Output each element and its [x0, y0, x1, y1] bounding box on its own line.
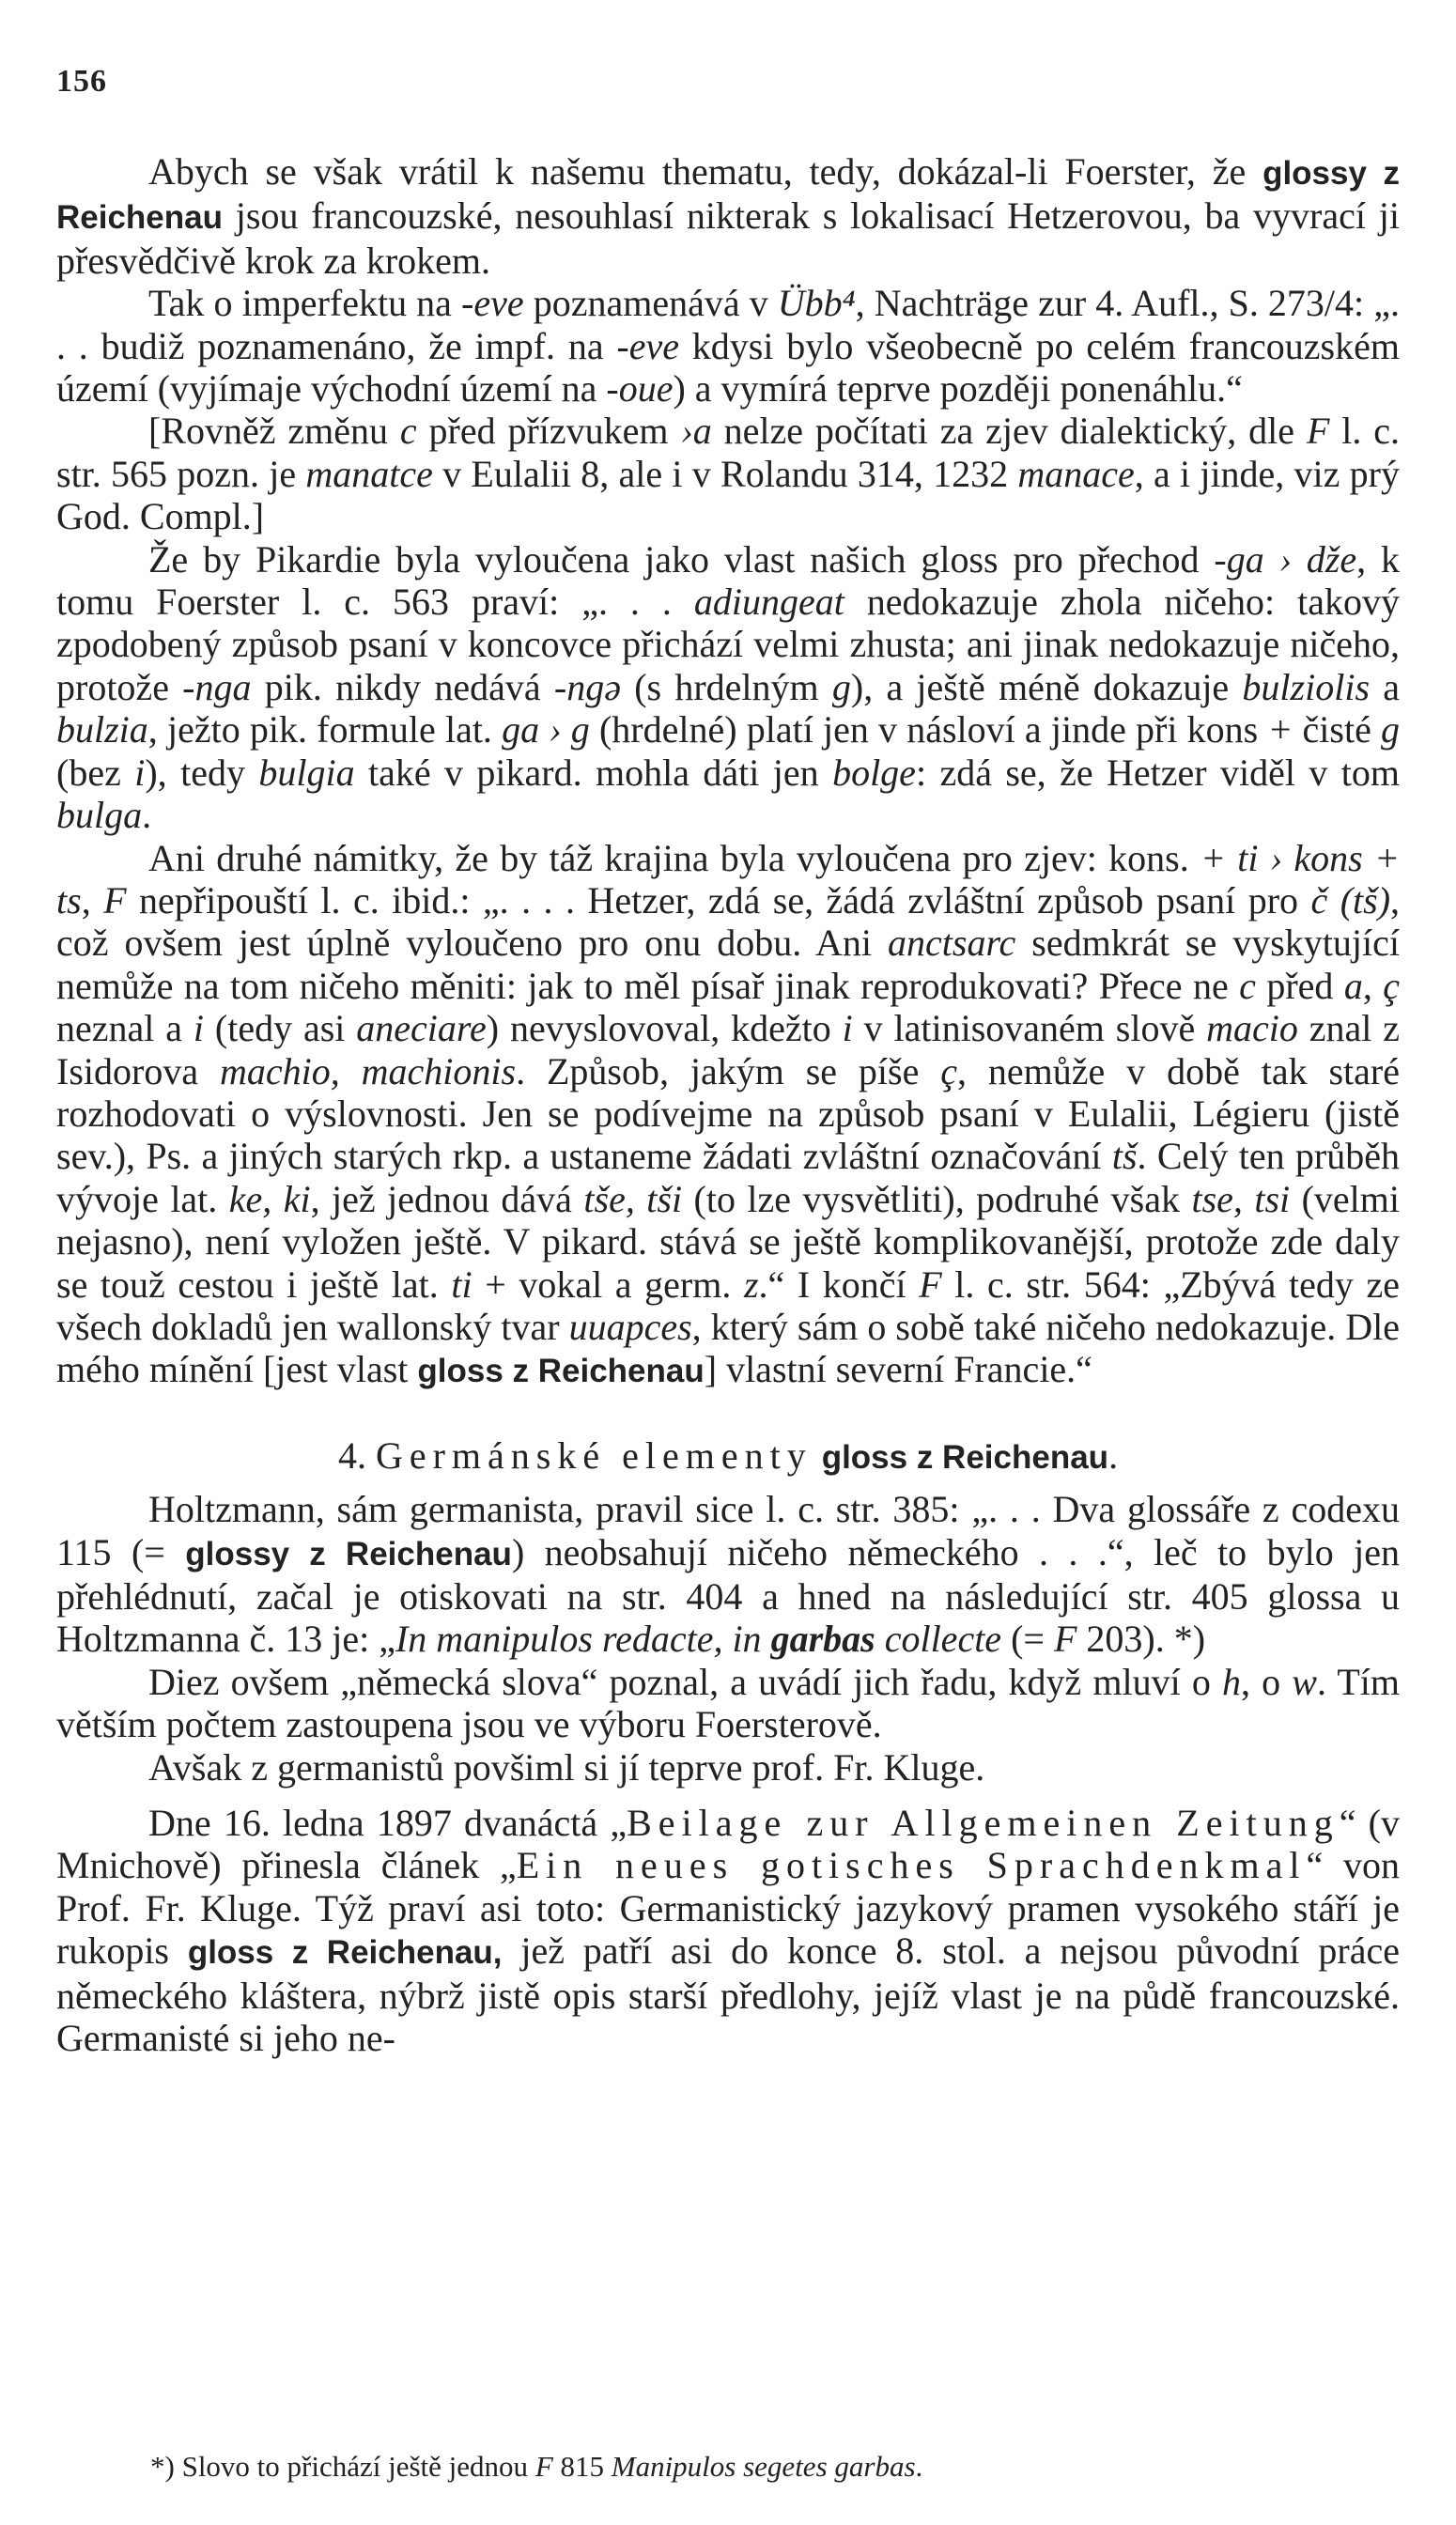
gloss-title: gloss z Reichenau	[417, 1353, 705, 1390]
text-run: (hrdelné) platí jen v násloví a jinde při kons	[589, 708, 1268, 751]
italic-term: -eve	[616, 324, 679, 367]
text-run: Abych se však vrátil k našemu thematu, tedy, dokázal-li Foerster, že	[148, 150, 1263, 193]
gloss-title: glossy z Reichenau	[56, 155, 1400, 237]
text-run: ] vlastní severní Francie.“	[704, 1348, 1092, 1391]
text-run: , a i jinde, viz prý God. Compl.]	[56, 452, 1400, 538]
text-run: v latinisovaném slově	[852, 1007, 1207, 1050]
italic-term: a	[1343, 964, 1363, 1007]
italic-term: ›a	[680, 410, 712, 453]
italic-term: collecte	[875, 1618, 1002, 1661]
text-run: nedokazuje zhola ničeho: takový zpodobený způsob psaní v koncovce přichází velmi zhusta; ani jinak nedokazuje ničeho, protože	[56, 581, 1400, 708]
italic-term: -nga	[182, 665, 252, 708]
text-run: čisté	[1293, 708, 1382, 751]
text-run: 203). *)	[1077, 1618, 1206, 1661]
text-run: , Nachträge zur 4. Aufl., S. 273/4: „. . . budiž poznamenáno, že impf. na	[56, 282, 1401, 367]
text-run: ), tedy	[145, 751, 259, 794]
text-run: 815	[552, 2450, 612, 2483]
text-run: ) a vymírá teprve později ponenáhlu.“	[673, 367, 1243, 411]
italic-term: ga › g	[502, 708, 590, 751]
footnote-mark: *)	[150, 2450, 175, 2483]
italic-term: bolge	[832, 751, 916, 794]
italic-term: č (tš)	[1310, 878, 1391, 922]
text-run: , nemůže v době tak staré rozhodovati o výslovnosti. Jen se podívejme na způsob psaní v Eulalii, Légieru (jistě sev.), Ps. a jiných starých rkp. a ustaneme žádati zvláštní označování	[56, 1049, 1401, 1178]
text-run: (tedy asi	[204, 1007, 357, 1050]
text-run: Ani druhé námitky, že by táž krajina byla vyloučena pro zjev: kons.	[148, 836, 1201, 879]
text-run: Tak o imperfektu na	[148, 282, 462, 325]
italic-term: anctsarc	[888, 922, 1016, 965]
text-run: před	[1255, 964, 1344, 1007]
italic-term: Übb⁴	[777, 282, 856, 325]
text-run: jsou francouzské, nesouhlasí nikterak s lokalisací Hetzerovou, ba vyvrací ji přesvědčivě krok za krokem.	[56, 194, 1400, 282]
text-run: Že by Pikardie byla vyloučena jako vlast našich gloss pro přechod	[148, 537, 1215, 581]
paragraph-7	[56, 1661, 1400, 1746]
body-text	[56, 150, 1400, 2059]
text-run: + vokal a germ.	[472, 1262, 744, 1306]
italic-term: + ti › kons + ts	[56, 836, 1400, 922]
heading-spaced-text: Germánské elementy	[375, 1433, 813, 1477]
text-run: ) nevyslovoval, kdežto	[486, 1007, 843, 1050]
italic-term: manace	[1017, 452, 1135, 495]
paragraph-2	[56, 282, 1400, 410]
italic-term: F	[919, 1262, 942, 1306]
text-run: Slovo to přichází ještě jednou	[174, 2450, 535, 2483]
text-run: Dne 16. ledna 1897 dvanáctá „	[148, 1802, 627, 1845]
italic-term: bulzia	[56, 708, 148, 751]
text-run: Holtzmann, sám germanista, pravil sice l. c. str. 385: „. . . Dva glossáře z codexu 115 (=	[56, 1488, 1400, 1573]
italic-term: c	[399, 410, 417, 453]
italic-term: ç	[940, 1049, 958, 1092]
italic-term: -ngə	[553, 665, 621, 708]
italic-term: F	[1306, 410, 1330, 453]
italic-term: i	[193, 1007, 205, 1050]
page-number: 156	[56, 64, 107, 99]
text-run: také v pikard. mohla dáti jen	[354, 751, 833, 794]
italic-term: i	[134, 751, 146, 794]
paragraph-8	[56, 1746, 1400, 1789]
italic-term: -oue	[606, 367, 674, 411]
text-run: sedmkrát se vyskytující nemůže na tom ničeho měniti: jak to měl písař jinak reprodukovati? Přece ne	[56, 922, 1401, 1007]
text-run: (velmi nejasno), není vyložen ještě. V pikard. stává se ještě komplikovanější, protože zde daly se touž cestou i ještě lat.	[56, 1177, 1401, 1306]
paragraph-5	[56, 837, 1400, 1393]
text-run: . Tím větším počtem zastoupena jsou ve výboru Foersterově.	[56, 1660, 1401, 1746]
italic-term: c	[1239, 964, 1256, 1007]
text-run: , ježto pik. formule lat.	[147, 708, 503, 751]
italic-term: ti	[451, 1262, 472, 1306]
text-run: ), a ještě méně dokazuje	[850, 665, 1243, 708]
text-run: .	[142, 794, 152, 837]
text-run: nepřipouští l. c. ibid.: „. . . . Hetzer, zdá se, žádá zvláštní způsob psaní pro	[126, 878, 1311, 922]
italic-term: F	[1053, 1618, 1077, 1661]
text-run: Diez ovšem „německá slova“ poznal, a uvádí jich řadu, když mluví o	[148, 1660, 1222, 1703]
paragraph-6	[56, 1488, 1400, 1661]
text-run: jež patří asi do konce 8. stol. a nejsou původní práce německého kláštera, nýbrž jistě opis starší předlohy, jejíž vlast je na půdě francouzské. Germanisté si jeho ne-	[56, 1929, 1400, 2060]
text-run: [Rovněž změnu	[148, 410, 400, 453]
text-run: poznamenává v	[523, 282, 778, 325]
italic-term: h	[1221, 1660, 1241, 1703]
italic-term: Manipulos segetes garbas	[611, 2450, 916, 2483]
paragraph-9	[56, 1802, 1400, 2059]
italic-term: -eve	[461, 282, 524, 325]
italic-term: bulgia	[258, 751, 355, 794]
text-run: (bez	[56, 751, 135, 794]
italic-term: g	[1381, 708, 1401, 751]
italic-term: ke, ki	[228, 1177, 311, 1220]
italic-term: tše, tši	[583, 1177, 683, 1220]
gloss-title: gloss z Reichenau,	[187, 1934, 503, 1972]
heading-number: 4.	[337, 1433, 366, 1477]
text-run: , který sám o sobě také ničeho nedokazuje. Dle mého mínění [jest vlast	[56, 1305, 1400, 1391]
italic-term: aneciare	[356, 1007, 487, 1050]
italic-term: bulga	[56, 794, 143, 837]
text-run: pik. nikdy nedává	[251, 665, 554, 708]
italic-term: ç	[1383, 964, 1401, 1007]
italic-term: g	[831, 665, 851, 708]
text-run: : zdá se, že Hetzer viděl v tom	[915, 751, 1401, 794]
italic-term: machio, machionis	[219, 1049, 517, 1092]
text-run: .“ I končí	[758, 1262, 920, 1306]
text-run: , což ovšem jest úplně vyloučeno pro onu dobu. Ani	[56, 878, 1401, 965]
paragraph-4	[56, 538, 1400, 837]
italic-term: In manipulos redacte, in	[395, 1618, 771, 1661]
spaced-title: Beilage zur Allgemeinen Zeitung	[627, 1802, 1340, 1845]
text-run: . Způsob, jakým se píše	[516, 1049, 941, 1092]
text-run: Avšak z germanistů povšiml si jí teprve prof. Fr. Kluge.	[148, 1745, 985, 1789]
text-run: ,	[1362, 964, 1384, 1007]
gloss-title: glossy z Reichenau	[185, 1535, 512, 1572]
text-run: znal z Isidorova	[56, 1007, 1401, 1092]
italic-term: F	[103, 878, 127, 922]
italic-term: i	[842, 1007, 853, 1050]
text-run: . Celý ten průběh vývoje lat.	[56, 1135, 1400, 1220]
italic-term: tse, tsi	[1191, 1177, 1291, 1220]
text-run: , o	[1240, 1660, 1293, 1703]
text-run: l. c. str. 564: „Zbývá tedy ze všech dokladů jen wallonský tvar	[56, 1262, 1400, 1348]
text-run: “ von Prof. Fr. Kluge. Týž praví asi toto: Germanistický jazykový pramen vysokého stáří je rukopis	[56, 1844, 1401, 1973]
italic-term: tš	[1111, 1135, 1138, 1178]
italic-term: F	[534, 2450, 553, 2483]
italic-term: macio	[1206, 1007, 1298, 1050]
italic-term: bulziolis	[1242, 665, 1371, 708]
text-run: l. c. str. 565 pozn. je	[56, 410, 1400, 495]
text-run: , k tomu Foerster l. c. 563 praví: „. . .	[56, 537, 1400, 624]
spaced-title: Ein neues gotisches Sprachdenkmal	[516, 1844, 1307, 1887]
italic-term: manatce	[305, 452, 433, 495]
heading-dot: .	[1108, 1433, 1119, 1477]
text-run: nelze počítati za zjev dialektický, dle	[711, 410, 1307, 453]
text-run: a	[1370, 665, 1400, 708]
text-run: neznal a	[56, 1007, 194, 1050]
text-run: ) neobsahují ničeho německého . . .“, leč to bylo jen přehlédnutí, začal je otiskovati na str. 404 a hned na následující str. 405 glossa u Holtzmanna č. 13 je: „	[56, 1530, 1401, 1661]
paragraph-1	[56, 150, 1400, 282]
text-run: .	[915, 2450, 923, 2483]
italic-term: adiungeat	[693, 581, 844, 624]
gloss-title: gloss z Reichenau	[821, 1438, 1109, 1476]
footnote	[150, 2450, 1371, 2484]
section-heading	[56, 1434, 1400, 1479]
italic-term: uuapces	[568, 1305, 692, 1348]
text-run: “ (v Mnichově) přinesla článek „	[56, 1802, 1400, 1887]
text-run: , jež jednou dává	[310, 1177, 584, 1220]
text-run: kdysi bylo všeobecně po celém francouzském území (vyjímaje východní území na	[56, 324, 1400, 411]
italic-term: w	[1292, 1660, 1317, 1703]
text-run: ,	[81, 878, 104, 922]
italic-term: +	[1267, 708, 1293, 751]
text-run: (s hrdelným	[621, 665, 832, 708]
italic-term: z	[743, 1262, 759, 1306]
text-run: (to lze vysvětliti), podruhé však	[682, 1177, 1192, 1220]
text-run: před přízvukem	[416, 410, 681, 453]
paragraph-3	[56, 410, 1400, 537]
text-run: v Eulalii 8, ale i v Rolandu 314, 1232	[432, 452, 1018, 495]
italic-term: -ga › dže	[1214, 537, 1357, 581]
bold-italic-term: garbas	[770, 1618, 875, 1661]
text-run: (=	[1001, 1618, 1054, 1661]
